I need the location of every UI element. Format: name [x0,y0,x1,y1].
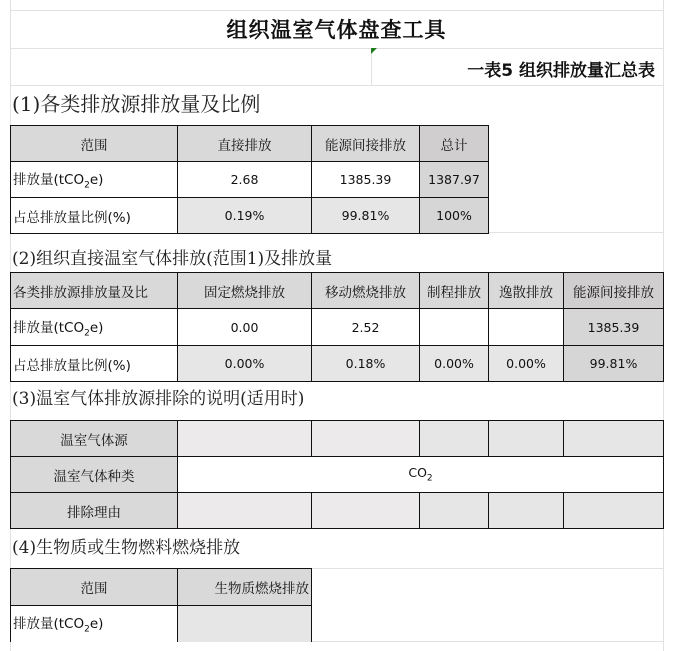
cell-ghg-type[interactable]: $CO_2$ [178,457,664,493]
col-header-stationary[interactable]: 固定燃烧排放 [178,273,312,309]
cell-total-emissions[interactable]: 1387.97 [420,162,489,198]
table-row [11,457,664,493]
col-header-total[interactable]: 总计 [420,126,489,162]
row-label-ratio[interactable]: 占总排放量比例(%) [11,198,178,234]
col-header-direct[interactable]: 直接排放 [178,126,312,162]
section3-table [10,420,664,529]
cell-mobile-emissions[interactable]: 2.52 [312,309,420,346]
cell-fugitive-ratio[interactable]: 0.00% [489,346,564,382]
col-header-fugitive[interactable]: 逸散排放 [489,273,564,309]
gridline [487,232,663,233]
table-row [11,309,664,346]
row-label-emissions[interactable]: 排放量(tCO$_2$e) [11,606,178,642]
table-row [11,493,664,529]
section2-table [10,272,664,382]
cell-direct-emissions[interactable]: 2.68 [178,162,312,198]
section2-heading: (2)组织直接温室气体排放(范围1)及排放量 [12,249,333,269]
cell-fugitive-emissions[interactable] [489,309,564,346]
row-label-ghg-type[interactable]: 温室气体种类 [11,457,178,493]
cell-ghg-source[interactable] [178,421,312,457]
col-header-process[interactable]: 制程排放 [420,273,489,309]
cell-stationary-emissions[interactable]: 0.00 [178,309,312,346]
cell-exclusion-reason[interactable] [420,493,489,529]
cell-exclusion-reason[interactable] [489,493,564,529]
cell-energy-indirect-ratio[interactable]: 99.81% [564,346,664,382]
cell-stationary-ratio[interactable]: 0.00% [178,346,312,382]
cell-ghg-source[interactable] [420,421,489,457]
table-row [11,198,489,234]
sheet-title: 组织温室气体盘查工具 [226,18,447,42]
table-row [11,162,489,198]
row-label-ghg-source[interactable]: 温室气体源 [11,421,178,457]
sheet-subtitle: 一表5 组织排放量汇总表 [467,61,655,81]
col-header-indirect[interactable]: 能源间接排放 [312,126,420,162]
cell-direct-ratio[interactable]: 0.19% [178,198,312,234]
section4-heading: (4)生物质或生物燃料燃烧排放 [12,538,241,558]
cell-exclusion-reason[interactable] [178,493,312,529]
table-row [11,421,664,457]
gridline [10,85,663,86]
cell-ghg-source[interactable] [489,421,564,457]
row-label-emissions[interactable]: 排放量(tCO$_2$e) [11,162,178,198]
table-row [11,346,664,382]
cell-indirect-ratio[interactable]: 99.81% [312,198,420,234]
table-row [11,606,312,642]
cell-ghg-source[interactable] [312,421,420,457]
col-header-energy-indirect[interactable]: 能源间接排放 [564,273,664,309]
section3-heading: (3)温室气体排放源排除的说明(适用时) [12,389,305,409]
cell-biomass-emissions[interactable] [178,606,312,642]
col-header-source[interactable]: 各类排放源排放量及比 [11,273,178,309]
cell-exclusion-reason[interactable] [564,493,664,529]
gridline [311,568,663,569]
cell-process-emissions[interactable] [420,309,489,346]
col-header-scope[interactable]: 范围 [11,126,178,162]
row-label-exclusion-reason[interactable]: 排除理由 [11,493,178,529]
cell-indirect-emissions[interactable]: 1385.39 [312,162,420,198]
row-label-ratio[interactable]: 占总排放量比例(%) [11,346,178,382]
section1-table [10,125,489,234]
row-label-emissions[interactable]: 排放量(tCO$_2$e) [11,309,178,346]
section4-table [10,568,312,642]
cell-process-ratio[interactable]: 0.00% [420,346,489,382]
cell-mobile-ratio[interactable]: 0.18% [312,346,420,382]
cell-ghg-source[interactable] [564,421,664,457]
section1-heading: (1)各类排放源排放量及比例 [12,92,261,116]
cell-exclusion-reason[interactable] [312,493,420,529]
col-header-scope[interactable]: 范围 [11,569,178,606]
cell-energy-indirect-emissions[interactable]: 1385.39 [564,309,664,346]
col-header-mobile[interactable]: 移动燃烧排放 [312,273,420,309]
cell-total-ratio[interactable]: 100% [420,198,489,234]
col-header-biomass[interactable]: 生物质燃烧排放 [178,569,312,606]
